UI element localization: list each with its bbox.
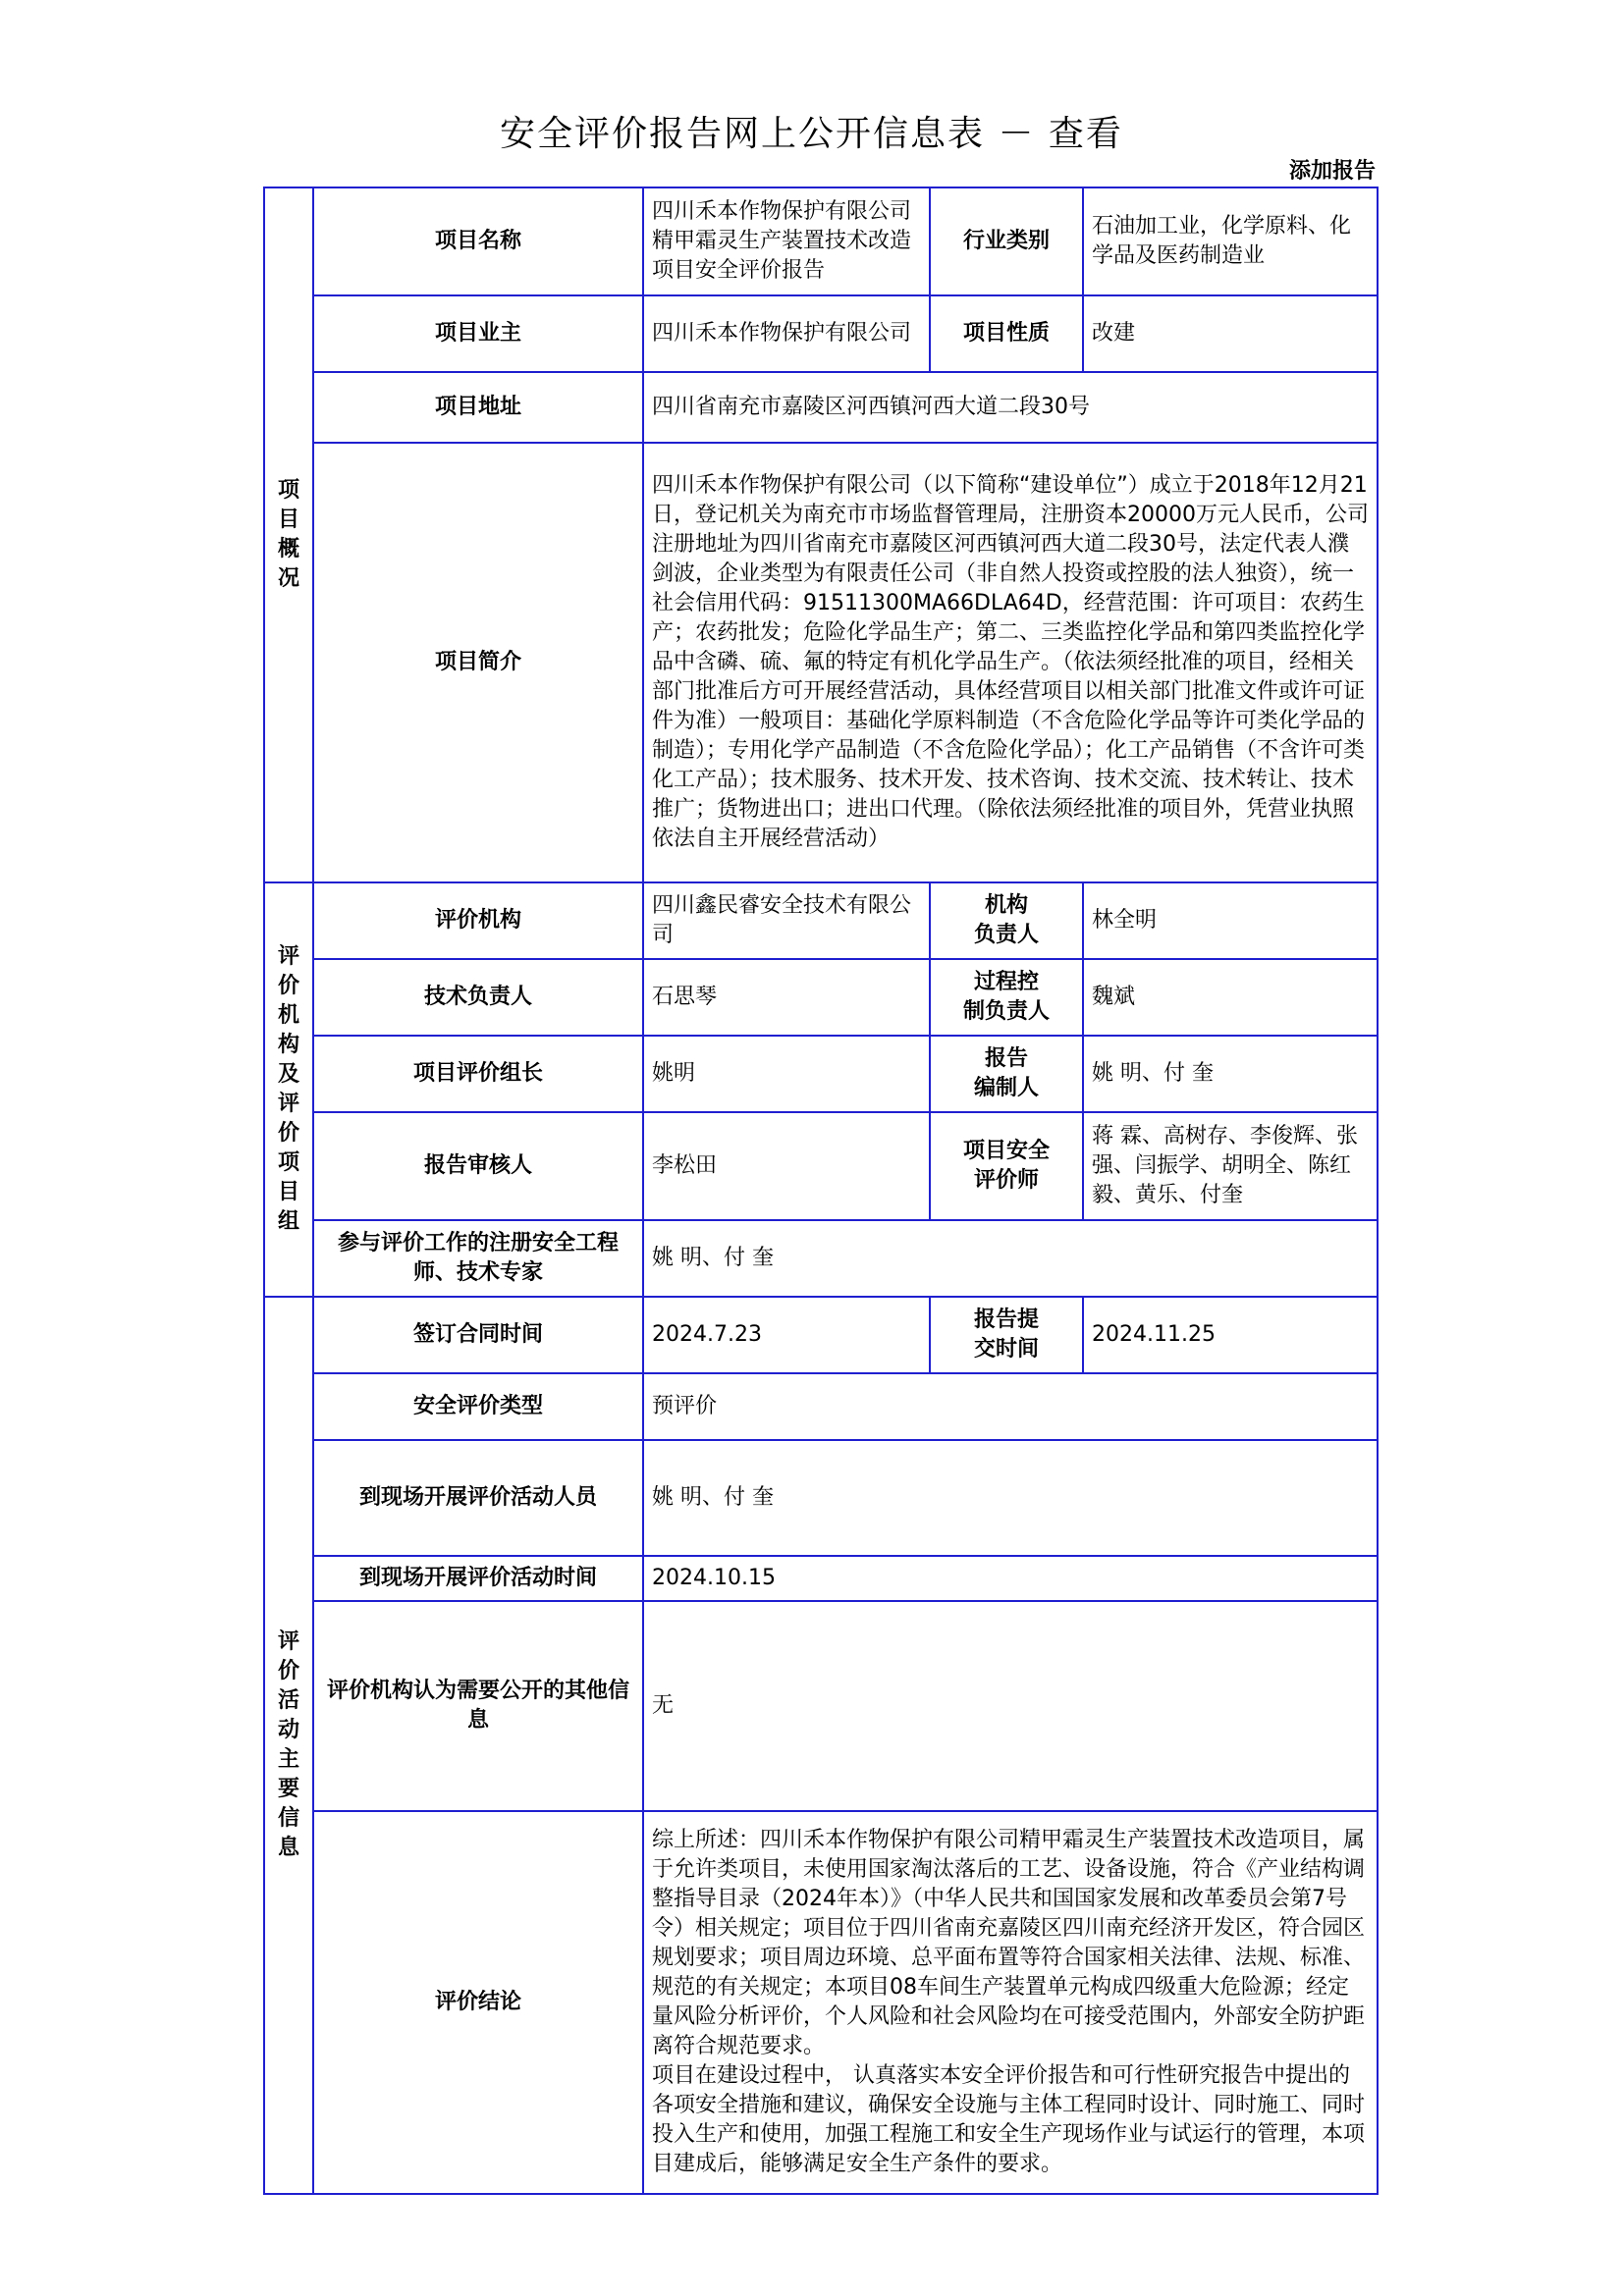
info-table	[263, 187, 1379, 2195]
value-project-name: 四川禾本作物保护有限公司精甲霜灵生产装置技术改造项目安全评价报告	[643, 187, 930, 295]
row-engineers	[264, 1220, 1378, 1297]
label-intro: 项目简介	[313, 443, 643, 882]
label-reviewer: 报告审核人	[313, 1112, 643, 1220]
value-agency: 四川鑫民睿安全技术有限公司	[643, 882, 930, 959]
label-safety-evaluators: 项目安全 评价师	[930, 1112, 1083, 1220]
value-agency-head: 林全明	[1083, 882, 1378, 959]
row-other-info	[264, 1601, 1378, 1811]
value-engineers: 姚 明、付 奎	[643, 1220, 1378, 1297]
value-compiler: 姚 明、付 奎	[1083, 1036, 1378, 1112]
section-activity: 评价活动主要信息	[264, 1297, 313, 2194]
label-contract-date: 签订合同时间	[313, 1297, 643, 1373]
value-address: 四川省南充市嘉陵区河西镇河西大道二段30号	[643, 372, 1378, 443]
section-agency: 评价机构及评价项目组	[264, 882, 313, 1297]
value-nature: 改建	[1083, 295, 1378, 372]
value-site-date: 2024.10.15	[643, 1556, 1378, 1601]
label-agency: 评价机构	[313, 882, 643, 959]
label-conclusion: 评价结论	[313, 1811, 643, 2194]
value-owner: 四川禾本作物保护有限公司	[643, 295, 930, 372]
row-tech-lead	[264, 959, 1378, 1036]
row-agency	[264, 882, 1378, 959]
row-address	[264, 372, 1378, 443]
value-submit-date: 2024.11.25	[1083, 1297, 1378, 1373]
row-contract-date	[264, 1297, 1378, 1373]
label-site-date: 到现场开展评价活动时间	[313, 1556, 643, 1601]
row-team-lead	[264, 1036, 1378, 1112]
value-contract-date: 2024.7.23	[643, 1297, 930, 1373]
add-report-link[interactable]: 添加报告	[1288, 159, 1376, 184]
row-intro	[264, 443, 1378, 882]
value-eval-type: 预评价	[643, 1373, 1378, 1440]
label-compiler: 报告 编制人	[930, 1036, 1083, 1112]
label-project-name: 项目名称	[313, 187, 643, 295]
value-industry: 石油加工业，化学原料、化学品及医药制造业	[1083, 187, 1378, 295]
label-owner: 项目业主	[313, 295, 643, 372]
row-conclusion	[264, 1811, 1378, 2194]
label-submit-date: 报告提 交时间	[930, 1297, 1083, 1373]
value-tech-lead: 石思琴	[643, 959, 930, 1036]
value-reviewer: 李松田	[643, 1112, 930, 1220]
label-tech-lead: 技术负责人	[313, 959, 643, 1036]
row-owner	[264, 295, 1378, 372]
row-eval-type	[264, 1373, 1378, 1440]
section-overview: 项目概况	[264, 187, 313, 882]
row-reviewer	[264, 1112, 1378, 1220]
label-other-info: 评价机构认为需要公开的其他信息	[313, 1601, 643, 1811]
row-site-date	[264, 1556, 1378, 1601]
label-site-staff: 到现场开展评价活动人员	[313, 1440, 643, 1556]
label-address: 项目地址	[313, 372, 643, 443]
value-intro: 四川禾本作物保护有限公司（以下简称“建设单位”）成立于2018年12月21日，登记机关为南充市市场监督管理局，注册资本20000万元人民币，公司注册地址为四川省南充市嘉陵区河西镇河西大道二段30号，法定代表人濮剑波，企业类型为有限责任公司（非自然人投资或控股的法人独资），统一社会信用代码：91511300MA66DLA64D，经营范围：许可项目：农药生产；农药批发；危险化学品生产；第二、三类监控化学品和第四类监控化学品中含磷、硫、氟的特定有机化学品生产。（依法须经批准的项目，经相关部门批准后方可开展经营活动，具体经营项目以相关部门批准文件或许可证件为准）一般项目：基础化学原料制造（不含危险化学品等许可类化学品的制造）；专用化学产品制造（不含危险化学品）；化工产品销售（不含许可类化工产品）；技术服务、技术开发、技术咨询、技术交流、技术转让、技术推广；货物进出口；进出口代理。（除依法须经批准的项目外，凭营业执照依法自主开展经营活动）	[643, 443, 1378, 882]
page-title: 安全评价报告网上公开信息表 － 查看	[500, 114, 1123, 154]
label-industry: 行业类别	[930, 187, 1083, 295]
label-eval-type: 安全评价类型	[313, 1373, 643, 1440]
label-agency-head: 机构 负责人	[930, 882, 1083, 959]
label-engineers: 参与评价工作的注册安全工程师、技术专家	[313, 1220, 643, 1297]
value-team-lead: 姚明	[643, 1036, 930, 1112]
row-site-staff	[264, 1440, 1378, 1556]
value-conclusion: 综上所述：四川禾本作物保护有限公司精甲霜灵生产装置技术改造项目，属于允许类项目，未使用国家淘汰落后的工艺、设备设施，符合《产业结构调整指导目录（2024年本）》（中华人民共和国国家发展和改革委员会第7号令）相关规定；项目位于四川省南充嘉陵区四川南充经济开发区，符合园区规划要求；项目周边环境、总平面布置等符合国家相关法律、法规、标准、规范的有关规定；本项目08车间生产装置单元构成四级重大危险源；经定量风险分析评价，个人风险和社会风险均在可接受范围内，外部安全防护距离符合规范要求。 项目在建设过程中， 认真落实本安全评价报告和可行性研究报告中提出的各项安全措施和建议，确保安全设施与主体工程同时设计、同时施工、同时投入生产和使用，加强工程施工和安全生产现场作业与试运行的管理，本项目建成后，能够满足安全生产条件的要求。	[643, 1811, 1378, 2194]
label-nature: 项目性质	[930, 295, 1083, 372]
value-site-staff: 姚 明、付 奎	[643, 1440, 1378, 1556]
value-process-lead: 魏斌	[1083, 959, 1378, 1036]
row-project-name	[264, 187, 1378, 295]
value-safety-evaluators: 蒋 霖、高树存、李俊辉、张 强、闫振学、胡明全、陈红毅、黄乐、付奎	[1083, 1112, 1378, 1220]
label-team-lead: 项目评价组长	[313, 1036, 643, 1112]
value-other-info: 无	[643, 1601, 1378, 1811]
label-process-lead: 过程控 制负责人	[930, 959, 1083, 1036]
